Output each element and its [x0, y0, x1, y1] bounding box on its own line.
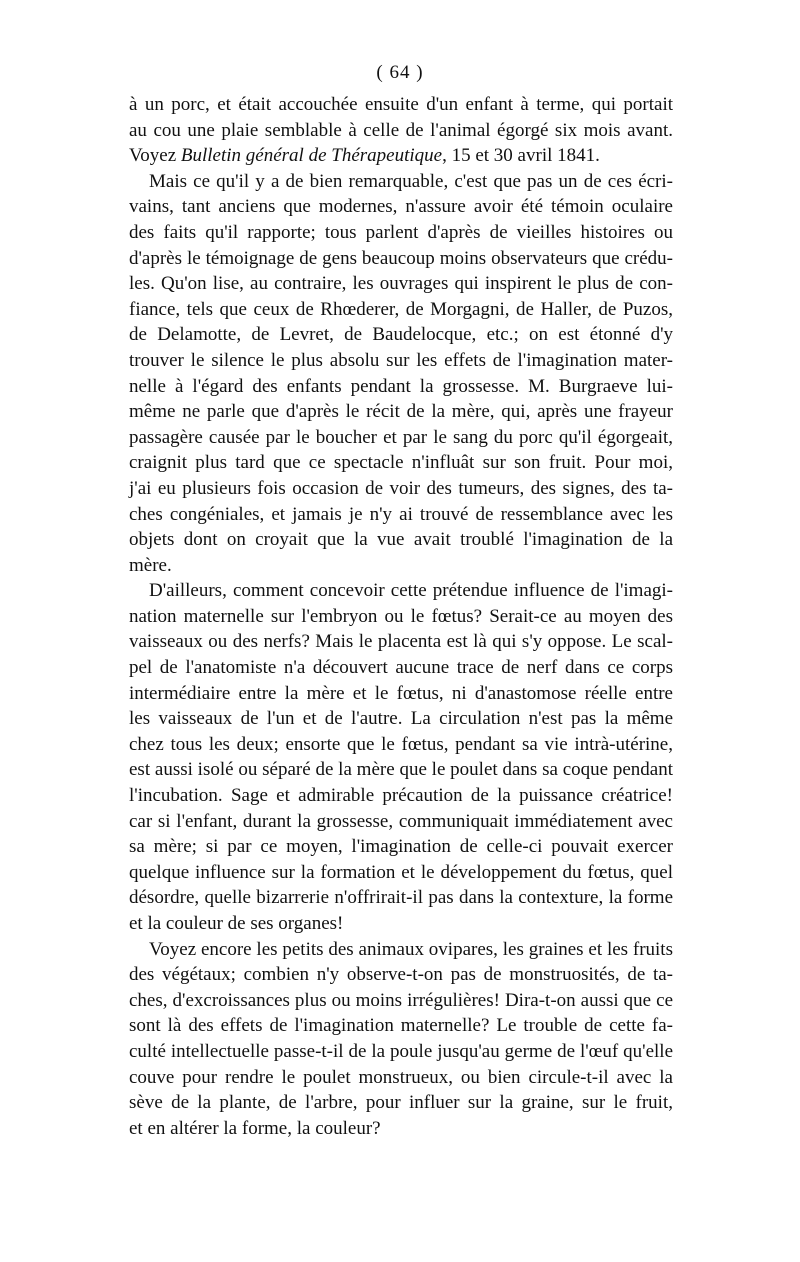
text-line: chez tous les deux; ensorte que le fœtus, pendant sa vie intrà-utérine, [129, 733, 673, 755]
text-line: d'après le témoignage de gens beaucoup moins observateurs que crédu- [129, 247, 673, 269]
text-line: nelle à l'égard des enfants pendant la grossesse. M. Burgraeve lui- [129, 375, 673, 397]
text-line: craignit plus tard que ce spectacle n'influât sur son fruit. Pour moi, [129, 452, 673, 474]
paragraph-3 [129, 578, 673, 936]
body-text [129, 92, 673, 1141]
text-line: nation maternelle sur l'embryon ou le fœtus? Serait-ce au moyen des [129, 605, 673, 627]
text-line: ches congéniales, et jamais je n'y ai trouvé de ressemblance avec les [129, 503, 673, 525]
citation-date: , 15 et 30 avril 1841. [442, 145, 600, 167]
text-line: j'ai eu plusieurs fois occasion de voir des tumeurs, des signes, des ta- [129, 477, 673, 499]
text-line: passagère causée par le boucher et par le sang du porc qu'il égorgeait, [129, 426, 673, 448]
text-line: de Delamotte, de Levret, de Baudelocque, etc.; on est étonné d'y [129, 324, 673, 346]
text-line: au cou une plaie semblable à celle de l'animal égorgé six mois avant. [129, 119, 673, 141]
text-line: désordre, quelle bizarrerie n'offrirait-il pas dans la contexture, la forme [129, 887, 673, 909]
text-line: même ne parle que d'après le récit de la mère, qui, après une frayeur [129, 401, 673, 423]
page-number: ( 64 ) [376, 62, 424, 83]
text-line: intermédiaire entre la mère et le fœtus, ni d'anastomose réelle entre [129, 682, 673, 704]
text-line: à un porc, et était accouchée ensuite d'un enfant à terme, qui portait [129, 94, 673, 115]
text-line: sève de la plante, de l'arbre, pour influer sur la graine, sur le fruit, [129, 1092, 673, 1114]
text-line: est aussi isolé ou séparé de la mère que le poulet dans sa coque pendant [129, 759, 673, 781]
text-line: sont là des effets de l'imagination maternelle? Le trouble de cette fa- [129, 1015, 673, 1037]
text-line: sa mère; si par ce moyen, l'imagination de celle-ci pouvait exercer [129, 836, 673, 858]
text-line: fiance, tels que ceux de Rhœderer, de Morgagni, de Haller, de Puzos, [129, 298, 673, 320]
text-line: quelque influence sur la formation et le développement du fœtus, quel [129, 861, 673, 883]
paragraph-1 [129, 92, 673, 169]
text-line: des végétaux; combien n'y observe-t-on pas de monstruosités, de ta- [129, 964, 673, 986]
text-line: ches, d'excroissances plus ou moins irrégulières! Dira-t-on aussi que ce [129, 989, 673, 1011]
citation-title: Bulletin général de Thérapeutique [180, 145, 443, 167]
text-line: culté intellectuelle passe-t-il de la poule jusqu'au germe de l'œuf qu'elle [129, 1040, 673, 1062]
text-line: car si l'enfant, durant la grossesse, communiquait immédiatement avec [129, 810, 673, 832]
text-line: D'ailleurs, comment concevoir cette prétendue influence de l'imagi- [149, 580, 673, 602]
text-line: des faits qu'il rapporte; tous parlent d'après de vieilles histoires ou [129, 221, 673, 243]
text-line: les vaisseaux de l'un et de l'autre. La circulation n'est pas la même [129, 708, 673, 730]
text-line: Voyez encore les petits des animaux ovipares, les graines et les fruits [149, 938, 673, 960]
citation-prefix: Voyez [129, 145, 181, 167]
text-line: pel de l'anatomiste n'a découvert aucune trace de nerf dans ce corps [129, 657, 673, 679]
text-line: vaisseaux ou des nerfs? Mais le placenta est là qui s'y oppose. Le scal- [129, 631, 673, 653]
text-line: trouver le silence le plus absolu sur les effets de l'imagination mater- [129, 349, 673, 371]
text-line: couve pour rendre le poulet monstrueux, ou bien circule-t-il avec la [129, 1066, 673, 1088]
text-line: l'incubation. Sage et admirable précaution de la puissance créatrice! [129, 785, 673, 807]
text-line: vains, tant anciens que modernes, n'assure avoir été témoin oculaire [129, 196, 673, 218]
text-line: et la couleur de ses organes! [129, 913, 344, 934]
text-line: objets dont on croyait que la vue avait troublé l'imagination de la [129, 529, 673, 551]
text-line: mère. [129, 554, 172, 576]
paragraph-2 [129, 169, 673, 579]
text-line: Mais ce qu'il y a de bien remarquable, c'est que pas un de ces écri- [149, 170, 673, 192]
paragraph-4 [129, 937, 673, 1142]
text-line: les. Qu'on lise, au contraire, les ouvrages qui inspirent le plus de con- [129, 273, 673, 295]
citation-line [129, 143, 673, 169]
text-line: et en altérer la forme, la couleur? [129, 1117, 381, 1139]
